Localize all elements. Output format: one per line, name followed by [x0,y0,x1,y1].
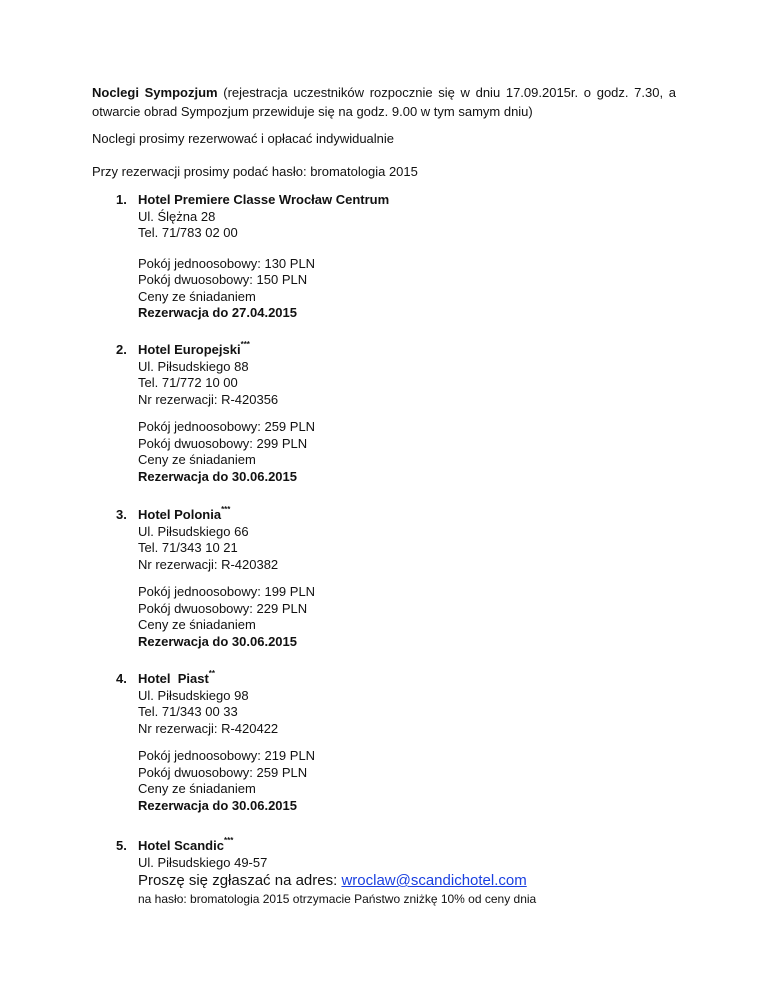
reservation-deadline: Rezerwacja do 30.06.2015 [138,633,297,649]
hotel-heading [116,666,315,688]
hotel-entry [116,192,389,322]
hotel-prices [138,748,315,814]
email-link[interactable]: wroclaw@scandichotel.com [341,872,527,889]
password-note: Przy rezerwacji prosimy podać hasło: bromatologia 2015 [92,164,418,179]
hotel-prices [138,419,315,485]
hotel-phone: Tel. 71/343 10 21 [138,540,238,555]
hotel-name: Hotel Europejski [138,342,241,357]
hotel-street: Ul. Piłsudskiego 98 [138,687,249,703]
double-room-price: Pokój dwuosobowy: 299 PLN [138,435,308,451]
intro-text: (rejestracja uczestników rozpocznie się w dniu 17.09.2015r. o godz. 7.30, a otwarcie obrad Sympozjum przewiduje się na godz. 9.00 w tym samym dniu) [92,85,677,119]
reservation-note: Noclegi prosimy rezerwować i opłacać indywidualnie [92,131,395,146]
hotel-phone: Tel. 71/343 00 33 [138,704,238,719]
hotel-number: 1. [116,192,127,207]
hotel-street: Ul. Piłsudskiego 88 [138,358,249,374]
hotel-prices [138,584,315,650]
hotel-prices [138,256,389,322]
hotel-number: 5. [116,838,127,853]
hotel-street: Ul. Piłsudskiego 49-57 [138,854,268,870]
intro-lead: Noclegi Sympozjum [92,85,218,100]
single-room-price: Pokój jednoosobowy: 130 PLN [138,255,316,271]
double-room-price: Pokój dwuosobowy: 150 PLN [138,272,308,287]
reservation-deadline: Rezerwacja do 30.06.2015 [138,797,297,813]
single-room-price: Pokój jednoosobowy: 199 PLN [138,584,316,599]
double-room-price: Pokój dwuosobowy: 229 PLN [138,600,308,616]
breakfast-note: Ceny ze śniadaniem [138,781,256,796]
breakfast-note: Ceny ze śniadaniem [138,288,256,304]
hotel-name: Hotel Premiere Classe Wrocław Centrum [138,192,390,207]
hotel-heading [116,192,389,209]
hotel-stars: *** [240,340,250,349]
hotel-street: Ul. Piłsudskiego 66 [138,523,249,539]
hotel-stars: ** [208,669,216,678]
hotel-entry [116,502,315,650]
hotel-stars: *** [223,836,234,845]
hotel-stars: *** [221,505,231,514]
hotel-name: Hotel Scandic [138,838,224,853]
hotel-reservation-number: Nr rezerwacji: R-420382 [138,556,279,572]
hotel-name: Hotel Polonia [138,507,222,522]
hotel-heading [116,833,536,855]
hotel-street: Ul. Ślężna 28 [138,208,216,224]
hotel-number: 4. [116,671,127,686]
hotel-entry [116,666,315,814]
hotel-number: 2. [116,342,127,357]
single-room-price: Pokój jednoosobowy: 259 PLN [138,419,316,434]
hotel-phone: Tel. 71/783 02 00 [138,225,238,240]
hotel-name: Hotel Piast [138,671,209,686]
breakfast-note: Ceny ze śniadaniem [138,617,256,632]
hotel-heading [116,337,315,359]
intro-paragraph [92,83,676,121]
hotel-number: 3. [116,507,127,522]
breakfast-note: Ceny ze śniadaniem [138,452,256,467]
reservation-deadline: Rezerwacja do 27.04.2015 [138,305,297,320]
double-room-price: Pokój dwuosobowy: 259 PLN [138,764,308,780]
single-room-price: Pokój jednoosobowy: 219 PLN [138,748,316,763]
hotel-reservation-number: Nr rezerwacji: R-420356 [138,391,279,407]
discount-note: na hasło: bromatologia 2015 otrzymacie Państwo zniżkę 10% od ceny dnia [138,892,537,906]
hotel-phone: Tel. 71/772 10 00 [138,375,238,390]
hotel-heading [116,502,315,524]
contact-text: Proszę się zgłaszać na adres: [138,872,342,889]
hotel-entry [116,833,536,908]
reservation-deadline: Rezerwacja do 30.06.2015 [138,468,297,484]
hotel-entry [116,337,315,485]
hotel-reservation-number: Nr rezerwacji: R-420422 [138,720,279,736]
contact-line [138,871,536,891]
